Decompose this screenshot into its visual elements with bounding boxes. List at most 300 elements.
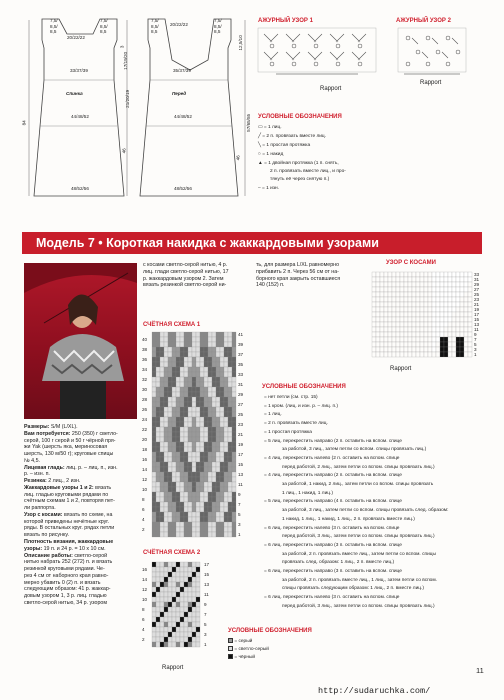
chart-cell bbox=[208, 447, 212, 452]
chart-cell bbox=[220, 502, 224, 507]
chart-cell bbox=[428, 272, 432, 277]
chart-cell bbox=[180, 332, 184, 337]
chart-cell bbox=[224, 382, 228, 387]
chart-cell bbox=[164, 397, 168, 402]
chart-cell bbox=[180, 627, 184, 632]
chart-cell bbox=[196, 617, 200, 622]
chart-cell bbox=[424, 312, 428, 317]
chart-cell bbox=[176, 577, 180, 582]
chart-cell bbox=[176, 357, 180, 362]
chart-cell bbox=[188, 497, 192, 502]
chart-cell bbox=[172, 437, 176, 442]
chart-cell bbox=[188, 407, 192, 412]
chart-cell bbox=[460, 322, 464, 327]
chart-cell bbox=[232, 397, 236, 402]
chart-cell bbox=[152, 517, 156, 522]
materials-text bbox=[24, 424, 139, 607]
chart-cell bbox=[160, 407, 164, 412]
chart-cell bbox=[192, 347, 196, 352]
chart-cell bbox=[216, 407, 220, 412]
chart-cell bbox=[216, 487, 220, 492]
chart-cell bbox=[204, 352, 208, 357]
row-number: 12 bbox=[142, 477, 148, 482]
chart-cell bbox=[152, 612, 156, 617]
chart-cell bbox=[192, 452, 196, 457]
chart-cell bbox=[208, 437, 212, 442]
chart-cell bbox=[164, 567, 168, 572]
chart-cell bbox=[192, 497, 196, 502]
chart-cell bbox=[220, 462, 224, 467]
chart-cell bbox=[208, 517, 212, 522]
chart-cell bbox=[156, 332, 160, 337]
chart-cell bbox=[196, 442, 200, 447]
chart-cell bbox=[164, 617, 168, 622]
chart-cell bbox=[184, 442, 188, 447]
chart-cell bbox=[196, 597, 200, 602]
description-line: с косами светло-серой нитью, 4 р. bbox=[143, 262, 228, 268]
chart-cell bbox=[228, 432, 232, 437]
chart-cell bbox=[204, 472, 208, 477]
chart-cell bbox=[196, 357, 200, 362]
chart-cell bbox=[456, 337, 460, 342]
chart-cell bbox=[152, 407, 156, 412]
chart-cell bbox=[180, 427, 184, 432]
chart-cell bbox=[192, 637, 196, 642]
chart-cell bbox=[224, 472, 228, 477]
materials-line: нитью набрать 252 (272) п. и вязать bbox=[24, 559, 113, 566]
chart-cell bbox=[200, 392, 204, 397]
chart-cell bbox=[192, 447, 196, 452]
chart-cell bbox=[188, 632, 192, 637]
chart-cell bbox=[380, 312, 384, 317]
chart-cell bbox=[468, 337, 472, 342]
chart-cell bbox=[416, 282, 420, 287]
chart-cell bbox=[196, 347, 200, 352]
chart-cell bbox=[408, 307, 412, 312]
chart-cell bbox=[456, 347, 460, 352]
chart-cell bbox=[164, 332, 168, 337]
chart-cell bbox=[208, 432, 212, 437]
chart-cell bbox=[184, 642, 188, 647]
chart-cell bbox=[468, 327, 472, 332]
chart-cell bbox=[156, 367, 160, 372]
chart-cell bbox=[180, 387, 184, 392]
chart-cell bbox=[380, 317, 384, 322]
chart-cell bbox=[224, 402, 228, 407]
back-shoulder-left: 7,5/ 8,5/ 8,5 bbox=[50, 18, 58, 35]
chart-cell bbox=[180, 507, 184, 512]
chart-cell bbox=[196, 642, 200, 647]
chart-cell bbox=[156, 417, 160, 422]
chart-cell bbox=[208, 462, 212, 467]
materials-line: счётным схемам 1 и 2, повторяя пет- bbox=[24, 498, 115, 505]
chart-cell bbox=[180, 457, 184, 462]
chart-cell bbox=[152, 332, 156, 337]
pattern2-rapport: Rapport bbox=[420, 80, 442, 86]
chart-cell bbox=[220, 377, 224, 382]
legend2-item: = 1 кром. (лиц. и изн. р. – лиц. п.) bbox=[264, 403, 338, 409]
chart-cell bbox=[440, 337, 444, 342]
chart-cell bbox=[228, 347, 232, 352]
row-number: 4 bbox=[142, 517, 145, 522]
chart-cell bbox=[456, 287, 460, 292]
chart-cell bbox=[160, 497, 164, 502]
k2tog-symbol-icon: ╱ bbox=[258, 134, 263, 139]
chart-cell bbox=[372, 352, 376, 357]
chart-cell bbox=[180, 522, 184, 527]
chart-cell bbox=[452, 317, 456, 322]
chart-cell bbox=[156, 377, 160, 382]
chart-cell bbox=[180, 622, 184, 627]
chart-cell bbox=[160, 342, 164, 347]
row-number: 17 bbox=[238, 452, 244, 457]
chart-cell bbox=[396, 317, 400, 322]
chart-cell bbox=[404, 287, 408, 292]
chart-cell bbox=[392, 347, 396, 352]
chart-cell bbox=[164, 487, 168, 492]
chart-cell bbox=[448, 317, 452, 322]
chart-cell bbox=[156, 347, 160, 352]
chart-cell bbox=[160, 382, 164, 387]
chart-cell bbox=[196, 567, 200, 572]
description-line: прибавить 2 п. Через 56 см от на- bbox=[256, 268, 339, 275]
chart-cell bbox=[196, 432, 200, 437]
chart-cell bbox=[424, 332, 428, 337]
chart-cell bbox=[380, 327, 384, 332]
chart-cell bbox=[212, 392, 216, 397]
description-line: 140 (152) п. bbox=[256, 282, 285, 289]
chart-cell bbox=[188, 367, 192, 372]
chart-cell bbox=[396, 337, 400, 342]
chart-cell bbox=[204, 397, 208, 402]
chart-cell bbox=[408, 342, 412, 347]
chart-cell bbox=[160, 522, 164, 527]
chart-cell bbox=[192, 377, 196, 382]
chart-cell bbox=[432, 302, 436, 307]
chart-cell bbox=[408, 302, 412, 307]
chart-cell bbox=[168, 432, 172, 437]
row-number: 32 bbox=[142, 377, 148, 382]
chart-cell bbox=[156, 482, 160, 487]
chart-cell bbox=[204, 437, 208, 442]
chart-cell bbox=[156, 497, 160, 502]
chart-cell bbox=[420, 352, 424, 357]
chart-cell bbox=[412, 337, 416, 342]
chart-cell bbox=[228, 447, 232, 452]
chart-cell bbox=[152, 437, 156, 442]
chart-cell bbox=[200, 507, 204, 512]
chart-cell bbox=[204, 522, 208, 527]
chart-cell bbox=[224, 347, 228, 352]
chart-cell bbox=[444, 347, 448, 352]
site-url[interactable]: http://sudaruchka.com/ bbox=[318, 686, 431, 696]
chart-cell bbox=[184, 587, 188, 592]
chart-cell bbox=[428, 322, 432, 327]
chart-cell bbox=[176, 432, 180, 437]
chart-cell bbox=[168, 507, 172, 512]
chart-cell bbox=[168, 362, 172, 367]
chart-cell bbox=[440, 332, 444, 337]
chart-cell bbox=[204, 392, 208, 397]
chart-cell bbox=[188, 487, 192, 492]
chart-cell bbox=[420, 342, 424, 347]
chart-cell bbox=[432, 332, 436, 337]
chart-cell bbox=[200, 452, 204, 457]
chart-cell bbox=[172, 342, 176, 347]
chart-cell bbox=[200, 447, 204, 452]
chart-cell bbox=[232, 367, 236, 372]
chart-cell bbox=[164, 602, 168, 607]
chart-cell bbox=[188, 447, 192, 452]
chart-cell bbox=[204, 467, 208, 472]
chart-cell bbox=[212, 337, 216, 342]
legend2-item: = 5 лиц. перекрестить направо (2 п. оставить на вспом. спице bbox=[264, 438, 402, 444]
chart-cell bbox=[196, 392, 200, 397]
chart-cell bbox=[152, 412, 156, 417]
chart-cell bbox=[184, 572, 188, 577]
chart-cell bbox=[408, 292, 412, 297]
legend3-item-black: = чёрный bbox=[228, 654, 255, 661]
chart-cell bbox=[424, 317, 428, 322]
chart-cell bbox=[376, 332, 380, 337]
row-number: 33 bbox=[474, 272, 480, 277]
chart-cell bbox=[396, 307, 400, 312]
chart-cell bbox=[196, 607, 200, 612]
chart-cell bbox=[180, 417, 184, 422]
chart-cell bbox=[468, 322, 472, 327]
chart-cell bbox=[160, 402, 164, 407]
chart-cell bbox=[172, 627, 176, 632]
row-number: 13 bbox=[204, 582, 210, 587]
chart-cell bbox=[372, 302, 376, 307]
chart-cell bbox=[432, 352, 436, 357]
chart-cell bbox=[220, 332, 224, 337]
chart-cell bbox=[428, 287, 432, 292]
chart-cell bbox=[216, 472, 220, 477]
chart-cell bbox=[428, 342, 432, 347]
chart-cell bbox=[464, 317, 468, 322]
chart-cell bbox=[396, 312, 400, 317]
chart-cell bbox=[464, 277, 468, 282]
chart-cell bbox=[228, 417, 232, 422]
chart-cell bbox=[456, 342, 460, 347]
chart-cell bbox=[204, 382, 208, 387]
pattern1-chart bbox=[258, 28, 378, 80]
row-number: 25 bbox=[474, 292, 480, 297]
chart-cell bbox=[420, 307, 424, 312]
chart-cell bbox=[452, 342, 456, 347]
chart-cell bbox=[400, 352, 404, 357]
chart-cell bbox=[424, 272, 428, 277]
chart-cell bbox=[388, 327, 392, 332]
chart-cell bbox=[180, 527, 184, 532]
chart-cell bbox=[400, 347, 404, 352]
row-number: 35 bbox=[238, 362, 244, 367]
chart-cell bbox=[168, 382, 172, 387]
chart-cell bbox=[464, 337, 468, 342]
chart-cell bbox=[152, 427, 156, 432]
chart-cell bbox=[160, 602, 164, 607]
chart-cell bbox=[188, 402, 192, 407]
chart-cell bbox=[188, 442, 192, 447]
chart-cell bbox=[184, 332, 188, 337]
chart-cell bbox=[212, 422, 216, 427]
chart-cell bbox=[192, 392, 196, 397]
chart-cell bbox=[200, 532, 204, 537]
chart-cell bbox=[164, 477, 168, 482]
chart-cell bbox=[424, 282, 428, 287]
legend2-item: = 6 лиц. перекрестить налево (3 п. оставить на вспом. спице bbox=[264, 525, 400, 531]
chart-cell bbox=[204, 487, 208, 492]
chart-cell bbox=[460, 327, 464, 332]
chart-cell bbox=[164, 622, 168, 627]
chart-cell bbox=[184, 632, 188, 637]
chart-cell bbox=[388, 332, 392, 337]
chart-cell bbox=[164, 637, 168, 642]
chart-cell bbox=[172, 472, 176, 477]
chart-cell bbox=[216, 517, 220, 522]
chart-cell bbox=[196, 382, 200, 387]
chart-cell bbox=[436, 312, 440, 317]
chart-cell bbox=[188, 612, 192, 617]
chart-cell bbox=[420, 277, 424, 282]
chart-cell bbox=[416, 342, 420, 347]
chart-cell bbox=[172, 357, 176, 362]
chart-cell bbox=[232, 342, 236, 347]
chart-cell bbox=[396, 302, 400, 307]
chart-cell bbox=[416, 312, 420, 317]
chart-cell bbox=[384, 347, 388, 352]
chart-cell bbox=[156, 382, 160, 387]
chart-cell bbox=[436, 317, 440, 322]
chart-cell bbox=[184, 492, 188, 497]
chart-cell bbox=[452, 302, 456, 307]
chart-cell bbox=[464, 292, 468, 297]
pattern2-title: АЖУРНЫЙ УЗОР 2 bbox=[396, 18, 451, 24]
chart-cell bbox=[160, 352, 164, 357]
chart-cell bbox=[164, 367, 168, 372]
chart-cell bbox=[192, 522, 196, 527]
row-number: 38 bbox=[142, 347, 148, 352]
chart-cell bbox=[432, 272, 436, 277]
chart-cell bbox=[216, 352, 220, 357]
chart-cell bbox=[192, 607, 196, 612]
chart-cell bbox=[468, 272, 472, 277]
chart-cell bbox=[224, 517, 228, 522]
chart-cell bbox=[188, 597, 192, 602]
braid-rapport: Rapport bbox=[390, 366, 412, 372]
legend2-item: = 4 лиц. перекрестить направо (2 п. оставить на вспом. спице bbox=[264, 473, 402, 479]
chart-cell bbox=[412, 302, 416, 307]
chart-cell bbox=[176, 367, 180, 372]
chart-cell bbox=[216, 372, 220, 377]
double-decrease-icon: ▲ bbox=[258, 161, 265, 166]
chart-cell bbox=[160, 642, 164, 647]
row-number: 23 bbox=[474, 297, 480, 302]
chart-cell bbox=[444, 277, 448, 282]
chart-cell bbox=[164, 532, 168, 537]
row-number: 5 bbox=[474, 342, 477, 347]
chart-cell bbox=[180, 502, 184, 507]
legend2-item: спицы провязать следующим образом: 1 лиц., 2 п. вместе лиц.) bbox=[282, 586, 424, 592]
chart-cell bbox=[168, 387, 172, 392]
chart-cell bbox=[156, 522, 160, 527]
chart-cell bbox=[156, 362, 160, 367]
chart-cell bbox=[196, 457, 200, 462]
chart-cell bbox=[448, 302, 452, 307]
chart-cell bbox=[192, 602, 196, 607]
chart-cell bbox=[180, 367, 184, 372]
chart-cell bbox=[180, 422, 184, 427]
legend2-item: = нет петли (см. стр. 15) bbox=[264, 395, 318, 400]
chart-cell bbox=[168, 567, 172, 572]
chart-cell bbox=[384, 342, 388, 347]
scheme1-grid bbox=[152, 332, 236, 542]
chart-cell bbox=[388, 352, 392, 357]
chart-cell bbox=[428, 307, 432, 312]
chart-cell bbox=[436, 302, 440, 307]
chart-cell bbox=[196, 522, 200, 527]
chart-cell bbox=[160, 432, 164, 437]
chart-cell bbox=[452, 307, 456, 312]
chart-cell bbox=[400, 332, 404, 337]
chart-cell bbox=[200, 457, 204, 462]
chart-cell bbox=[216, 527, 220, 532]
chart-cell bbox=[420, 322, 424, 327]
chart-cell bbox=[152, 382, 156, 387]
chart-cell bbox=[392, 297, 396, 302]
chart-cell bbox=[452, 347, 456, 352]
legend2-item: = 6 лиц. перекрестить направо (3 п. оставить на вспом. спице bbox=[264, 569, 402, 574]
legend2-item: за работой, 1 накид, 2 лиц., затем петли со вспом. спицы провязать bbox=[282, 482, 434, 487]
chart-cell bbox=[208, 497, 212, 502]
chart-cell bbox=[164, 382, 168, 387]
chart-cell bbox=[196, 377, 200, 382]
chart-cell bbox=[152, 492, 156, 497]
chart-cell bbox=[156, 432, 160, 437]
chart-cell bbox=[208, 417, 212, 422]
chart-cell bbox=[168, 502, 172, 507]
row-number: 6 bbox=[142, 617, 145, 622]
chart-cell bbox=[168, 597, 172, 602]
chart-cell bbox=[232, 377, 236, 382]
chart-cell bbox=[200, 367, 204, 372]
chart-cell bbox=[168, 367, 172, 372]
row-number: 14 bbox=[142, 467, 148, 472]
chart-cell bbox=[180, 382, 184, 387]
chart-cell bbox=[200, 422, 204, 427]
chart-cell bbox=[168, 357, 172, 362]
chart-cell bbox=[408, 352, 412, 357]
chart-cell bbox=[180, 492, 184, 497]
chart-cell bbox=[448, 272, 452, 277]
chart-cell bbox=[152, 477, 156, 482]
chart-cell bbox=[220, 412, 224, 417]
chart-cell bbox=[152, 352, 156, 357]
chart-cell bbox=[388, 337, 392, 342]
chart-cell bbox=[196, 512, 200, 517]
chart-cell bbox=[180, 607, 184, 612]
chart-cell bbox=[156, 427, 160, 432]
chart-cell bbox=[176, 527, 180, 532]
chart-cell bbox=[172, 517, 176, 522]
chart-cell bbox=[208, 442, 212, 447]
chart-cell bbox=[412, 352, 416, 357]
row-number: 7 bbox=[238, 502, 241, 507]
chart-cell bbox=[432, 322, 436, 327]
chart-cell bbox=[176, 497, 180, 502]
chart-cell bbox=[172, 502, 176, 507]
